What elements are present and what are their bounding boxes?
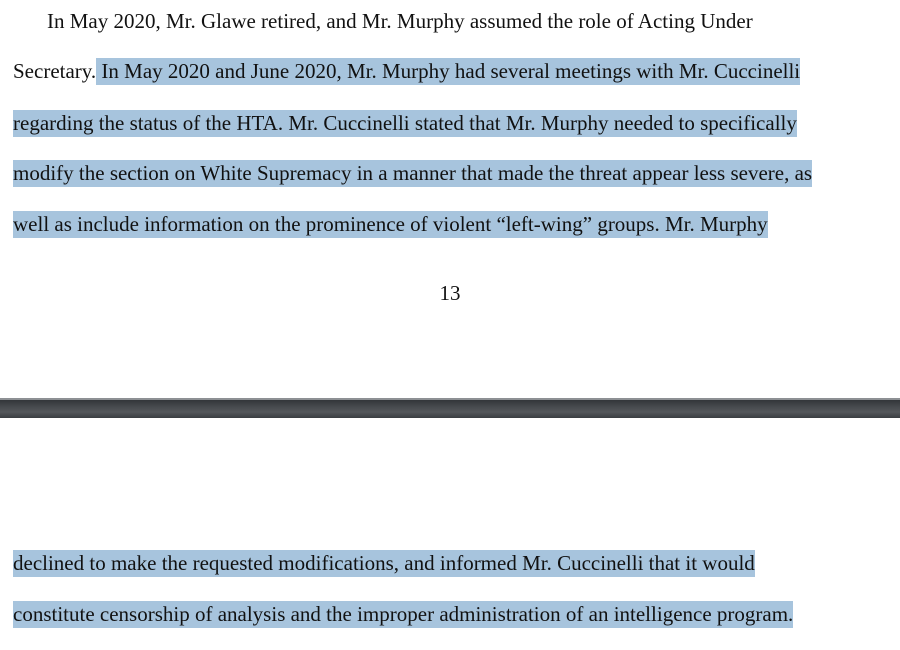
paragraph-line-1 bbox=[47, 8, 753, 35]
paragraph-line-5 bbox=[13, 211, 768, 238]
paragraph-line-7 bbox=[13, 601, 793, 628]
highlighted-text: In May 2020 and June 2020, Mr. Murphy had several meetings with Mr. Cuccinelli bbox=[96, 59, 801, 83]
paragraph-line-3 bbox=[13, 110, 797, 137]
highlighted-text: well as include information on the prominence of violent “left-wing” groups. Mr. Murphy bbox=[13, 212, 768, 236]
document-page-14 bbox=[0, 418, 900, 650]
highlighted-text: constitute censorship of analysis and the improper administration of an intelligence program. bbox=[13, 602, 794, 626]
paragraph-line-6 bbox=[13, 550, 755, 577]
highlighted-text: regarding the status of the HTA. Mr. Cuccinelli stated that Mr. Murphy needed to specifically bbox=[13, 111, 797, 135]
line-text: Secretary. bbox=[13, 59, 97, 83]
highlighted-text: modify the section on White Supremacy in a manner that made the threat appear less severe, as bbox=[13, 161, 813, 185]
paragraph-line-4 bbox=[13, 160, 812, 187]
paragraph-line-2 bbox=[13, 58, 800, 85]
page-break-divider bbox=[0, 398, 900, 418]
line-text: In May 2020, Mr. Glawe retired, and Mr. Murphy assumed the role of Acting Under bbox=[47, 9, 753, 33]
highlighted-text: declined to make the requested modifications, and informed Mr. Cuccinelli that it would bbox=[13, 551, 755, 575]
page-number: 13 bbox=[439, 281, 461, 305]
